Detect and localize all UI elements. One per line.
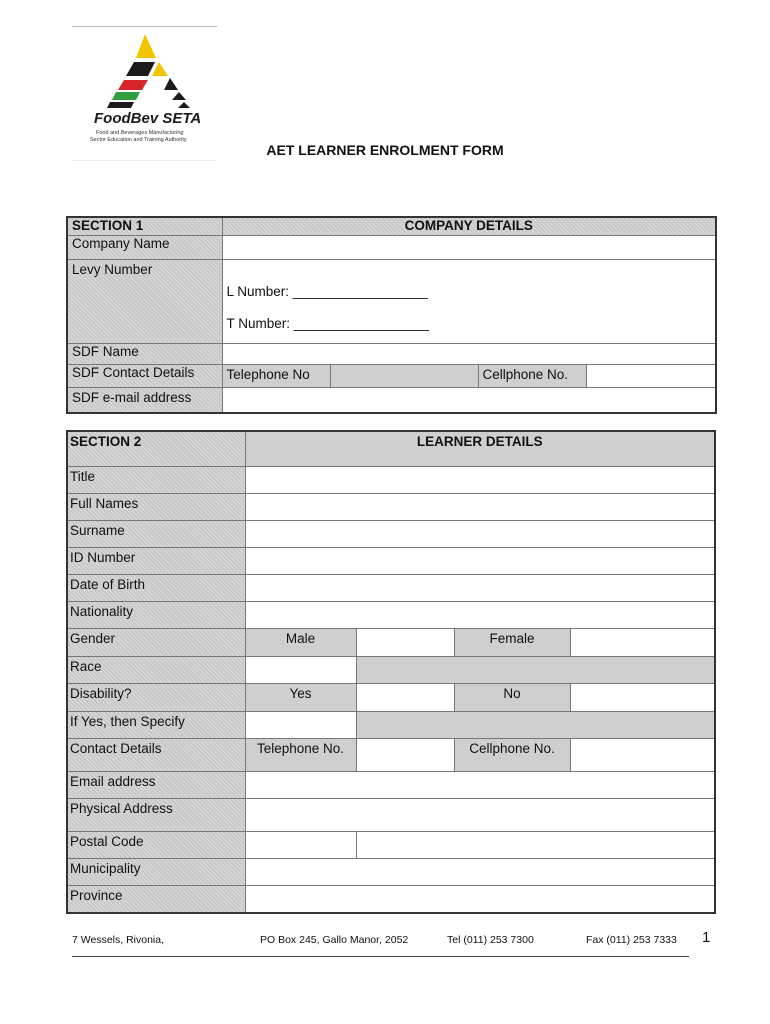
company-name-label: Company Name xyxy=(67,235,222,259)
dob-label: Date of Birth xyxy=(67,574,245,601)
sdf-email-label: SDF e-mail address xyxy=(67,387,222,413)
province-label: Province xyxy=(67,885,245,913)
if-yes-filler xyxy=(356,711,715,738)
race-filler xyxy=(356,656,715,683)
levy-number-field[interactable] xyxy=(222,259,716,343)
section1-label: SECTION 1 xyxy=(67,217,222,235)
foodbev-seta-logo xyxy=(82,30,222,155)
learner-telephone-label: Telephone No. xyxy=(245,738,356,771)
gender-male-field[interactable] xyxy=(356,628,454,656)
postal-code-label: Postal Code xyxy=(67,831,245,858)
surname-label: Surname xyxy=(67,520,245,547)
company-details-table xyxy=(66,216,717,414)
title-label: Title xyxy=(67,466,245,493)
levy-number-label: Levy Number xyxy=(67,259,222,343)
sdf-email-field[interactable] xyxy=(222,387,716,413)
disability-no-label: No xyxy=(454,683,570,711)
sdf-cellphone-label: Cellphone No. xyxy=(478,364,586,387)
disability-yes-field[interactable] xyxy=(356,683,454,711)
if-yes-label: If Yes, then Specify xyxy=(67,711,245,738)
gender-label: Gender xyxy=(67,628,245,656)
surname-field[interactable] xyxy=(245,520,715,547)
l-number-line: L Number: __________________ xyxy=(226,283,428,299)
contact-details-label: Contact Details xyxy=(67,738,245,771)
page-number: 1 xyxy=(702,929,711,946)
dob-field[interactable] xyxy=(245,574,715,601)
disability-no-field[interactable] xyxy=(570,683,715,711)
if-yes-field[interactable] xyxy=(245,711,356,738)
municipality-label: Municipality xyxy=(67,858,245,885)
sdf-cellphone-field[interactable] xyxy=(586,364,716,387)
sdf-telephone-label: Telephone No xyxy=(222,364,330,387)
nationality-field[interactable] xyxy=(245,601,715,628)
sdf-contact-label: SDF Contact Details xyxy=(67,364,222,387)
gender-female-field[interactable] xyxy=(570,628,715,656)
id-number-label: ID Number xyxy=(67,547,245,574)
logo-bottom-rule xyxy=(72,160,217,161)
nationality-label: Nationality xyxy=(67,601,245,628)
physical-address-label: Physical Address xyxy=(67,798,245,831)
section2-label: SECTION 2 xyxy=(67,431,245,466)
email-label: Email address xyxy=(67,771,245,798)
footer-rule xyxy=(72,956,689,957)
race-field[interactable] xyxy=(245,656,356,683)
t-number-line: T Number: __________________ xyxy=(226,315,429,331)
footer-tel: Tel (011) 253 7300 xyxy=(447,934,534,946)
svg-text:Food and Beverages Manufacturi: Food and Beverages Manufacturing xyxy=(96,130,184,136)
gender-female-label: Female xyxy=(454,628,570,656)
full-names-field[interactable] xyxy=(245,493,715,520)
footer-fax: Fax (011) 253 7333 xyxy=(586,934,677,946)
race-label: Race xyxy=(67,656,245,683)
sdf-name-label: SDF Name xyxy=(67,343,222,364)
province-field[interactable] xyxy=(245,885,715,913)
learner-details-heading: LEARNER DETAILS xyxy=(245,431,715,466)
form-title: AET LEARNER ENROLMENT FORM xyxy=(266,142,504,158)
full-names-label: Full Names xyxy=(67,493,245,520)
svg-text:Sector Education and Training: Sector Education and Training Authority xyxy=(90,137,187,143)
learner-details-table xyxy=(66,430,716,914)
disability-label: Disability? xyxy=(67,683,245,711)
postal-code-filler xyxy=(356,831,715,858)
top-rule xyxy=(72,26,217,27)
postal-code-field[interactable] xyxy=(245,831,356,858)
municipality-field[interactable] xyxy=(245,858,715,885)
company-details-heading: COMPANY DETAILS xyxy=(222,217,716,235)
gender-male-label: Male xyxy=(245,628,356,656)
sdf-name-field[interactable] xyxy=(222,343,716,364)
sdf-telephone-field[interactable] xyxy=(330,364,478,387)
title-field[interactable] xyxy=(245,466,715,493)
footer-po-box: PO Box 245, Gallo Manor, 2052 xyxy=(260,934,409,946)
learner-cellphone-field[interactable] xyxy=(570,738,715,771)
learner-cellphone-label: Cellphone No. xyxy=(454,738,570,771)
disability-yes-label: Yes xyxy=(245,683,356,711)
physical-address-field[interactable] xyxy=(245,798,715,831)
company-name-field[interactable] xyxy=(222,235,716,259)
logo-name: FoodBev SETA xyxy=(94,110,202,127)
learner-telephone-field[interactable] xyxy=(356,738,454,771)
id-number-field[interactable] xyxy=(245,547,715,574)
email-field[interactable] xyxy=(245,771,715,798)
footer-address: 7 Wessels, Rivonia, xyxy=(72,934,165,946)
